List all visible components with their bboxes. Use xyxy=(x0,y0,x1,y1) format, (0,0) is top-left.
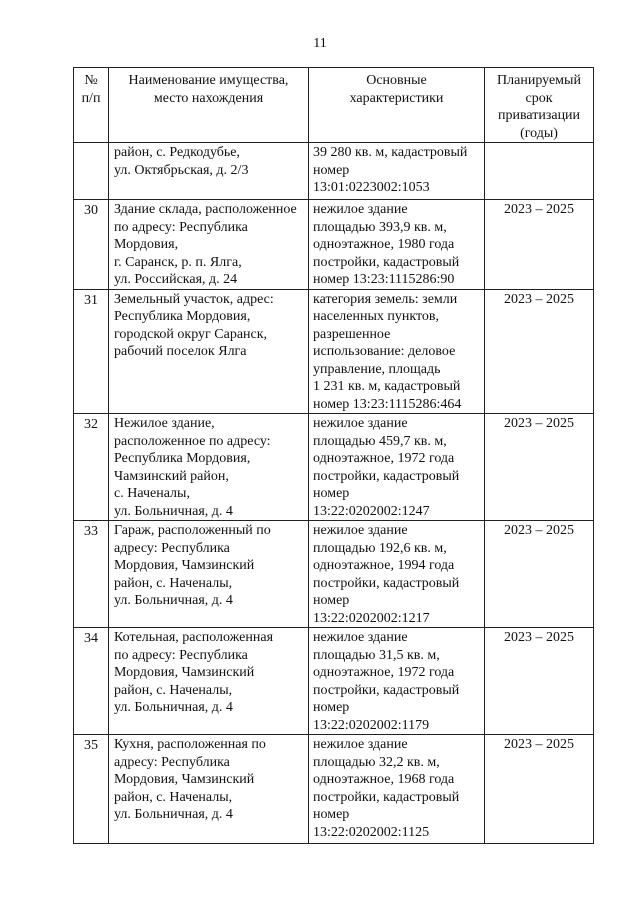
characteristics-cell-line: постройки, кадастровый xyxy=(313,254,460,270)
characteristics-cell-line: разрешенное xyxy=(313,326,391,342)
property-name-cell-line: Земельный участок, адрес: xyxy=(114,291,274,307)
property-name-cell-line: Мордовия, Чамзинский xyxy=(114,558,255,573)
property-name-cell xyxy=(109,628,309,735)
characteristics-cell-line: одноэтажное, 1972 года xyxy=(313,665,455,680)
characteristics-cell xyxy=(309,143,485,200)
property-name-cell xyxy=(109,200,309,290)
characteristics-cell xyxy=(309,200,485,290)
characteristics-cell-line: номер xyxy=(313,162,350,178)
characteristics-cell-line: постройки, кадастровый xyxy=(313,789,460,805)
property-name-cell-line: с. Наченалы, xyxy=(114,486,190,501)
characteristics-cell-line: населенных пунктов, xyxy=(313,309,440,324)
characteristics-cell-line: площадью 393,9 кв. м, xyxy=(313,219,447,235)
characteristics-cell-line: номер xyxy=(313,807,350,822)
table-header-row xyxy=(74,68,594,143)
privatization-term-cell: 2023 – 2025 xyxy=(485,414,594,521)
characteristics-cell-line: нежилое здание xyxy=(313,523,408,538)
property-name-cell xyxy=(109,735,309,844)
table-row xyxy=(74,143,594,200)
property-name-cell-line: адресу: Республика xyxy=(114,540,230,556)
header-characteristics-line: характеристики xyxy=(349,90,444,106)
header-term-line: срок xyxy=(525,90,553,106)
property-name-cell-line: Гараж, расположенный по xyxy=(114,523,271,538)
characteristics-cell-line: нежилое здание xyxy=(313,416,408,431)
property-name-cell-line: расположенное по адресу: xyxy=(114,433,271,449)
property-name-cell-line: Кухня, расположенная по xyxy=(114,737,266,752)
header-term xyxy=(485,68,594,143)
privatization-term-cell: 2023 – 2025 xyxy=(485,735,594,844)
table-row xyxy=(74,521,594,628)
characteristics-cell-line: управление, площадь xyxy=(313,361,441,377)
property-name-cell-line: Здание склада, расположенное xyxy=(114,202,297,217)
characteristics-cell-line: 13:22:0202002:1217 xyxy=(313,610,430,626)
property-name-cell-line: рабочий поселок Ялга xyxy=(114,344,247,359)
property-name-cell-line: по адресу: Республика xyxy=(114,219,248,235)
characteristics-cell-line: номер 13:23:1115286:464 xyxy=(313,396,462,412)
characteristics-cell-line: площадью 459,7 кв. м, xyxy=(313,433,447,449)
characteristics-cell-line: одноэтажное, 1994 года xyxy=(313,558,455,573)
header-term-line: Планируемый xyxy=(497,73,581,88)
header-term-line: приватизации xyxy=(497,108,581,123)
characteristics-cell xyxy=(309,414,485,521)
characteristics-cell-line: площадью 192,6 кв. м, xyxy=(313,540,447,556)
row-number: 35 xyxy=(74,735,109,844)
property-name-cell-line: по адресу: Республика xyxy=(114,647,248,663)
table-body xyxy=(74,143,594,844)
characteristics-cell-line: нежилое здание xyxy=(313,202,408,217)
header-num-line: п/п xyxy=(81,90,101,106)
characteristics-cell-line: постройки, кадастровый xyxy=(313,575,460,591)
property-name-cell-line: ул. Российская, д. 24 xyxy=(114,272,238,287)
row-number xyxy=(74,143,109,200)
privatization-term-cell: 2023 – 2025 xyxy=(485,628,594,735)
header-characteristics xyxy=(309,68,485,143)
header-num xyxy=(74,68,109,143)
row-number: 31 xyxy=(74,289,109,414)
characteristics-cell-line: площадью 31,5 кв. м, xyxy=(313,647,440,663)
page-number: 11 xyxy=(313,36,327,51)
header-term-line: (годы) xyxy=(520,125,558,141)
row-number: 30 xyxy=(74,200,109,290)
property-name-cell-line: ул. Больничная, д. 4 xyxy=(114,807,233,822)
characteristics-cell-line: номер 13:23:1115286:90 xyxy=(313,272,455,287)
property-name-cell-line: адресу: Республика xyxy=(114,754,230,770)
property-name-cell-line: Нежилое здание, xyxy=(114,416,215,431)
property-name-cell-line: Мордовия, Чамзинский xyxy=(114,665,255,680)
characteristics-cell-line: номер xyxy=(313,593,350,608)
characteristics-cell-line: 39 280 кв. м, кадастровый xyxy=(313,145,468,160)
table-row xyxy=(74,289,594,414)
row-number: 32 xyxy=(74,414,109,521)
header-characteristics-line: Основные xyxy=(366,73,427,88)
property-name-cell-line: район, с. Редкодубье, xyxy=(114,145,241,160)
property-name-cell-line: ул. Больничная, д. 4 xyxy=(114,700,233,715)
header-name-line: место нахождения xyxy=(153,90,264,106)
property-name-cell-line: ул. Больничная, д. 4 xyxy=(114,593,233,608)
characteristics-cell-line: нежилое здание xyxy=(313,630,408,645)
characteristics-cell-line: постройки, кадастровый xyxy=(313,682,460,698)
property-name-cell-line: Котельная, расположенная xyxy=(114,630,274,645)
characteristics-cell xyxy=(309,628,485,735)
characteristics-cell xyxy=(309,289,485,414)
property-name-cell xyxy=(109,143,309,200)
property-name-cell-line: район, с. Наченалы, xyxy=(114,789,233,805)
row-number: 34 xyxy=(74,628,109,735)
characteristics-cell-line: использование: деловое xyxy=(313,344,456,359)
characteristics-cell-line: номер xyxy=(313,486,350,501)
header-name xyxy=(109,68,309,143)
characteristics-cell xyxy=(309,521,485,628)
property-name-cell-line: район, с. Наченалы, xyxy=(114,575,233,591)
table-row xyxy=(74,200,594,290)
privatization-term-cell: 2023 – 2025 xyxy=(485,289,594,414)
property-name-cell-line: Республика Мордовия, xyxy=(114,309,251,324)
property-name-cell-line: городской округ Саранск, xyxy=(114,326,268,342)
characteristics-cell xyxy=(309,735,485,844)
property-name-cell-line: г. Саранск, р. п. Ялга, xyxy=(114,254,242,270)
characteristics-cell-line: 13:22:0202002:1179 xyxy=(313,717,430,733)
property-name-cell-line: Мордовия, xyxy=(114,237,179,252)
characteristics-cell-line: 1 231 кв. м, кадастровый xyxy=(313,379,461,394)
property-name-cell-line: ул. Больничная, д. 4 xyxy=(114,503,233,519)
header-name-line: Наименование имущества, xyxy=(128,73,289,88)
row-number: 33 xyxy=(74,521,109,628)
property-name-cell-line: район, с. Наченалы, xyxy=(114,682,233,698)
header-num-line: № xyxy=(84,73,98,88)
characteristics-cell-line: 13:22:0202002:1247 xyxy=(313,503,430,519)
privatization-term-cell xyxy=(485,143,594,200)
table-row xyxy=(74,735,594,844)
property-table xyxy=(73,67,594,844)
privatization-term-cell: 2023 – 2025 xyxy=(485,200,594,290)
characteristics-cell-line: категория земель: земли xyxy=(313,291,458,307)
characteristics-cell-line: 13:01:0223002:1053 xyxy=(313,180,430,195)
characteristics-cell-line: постройки, кадастровый xyxy=(313,468,460,484)
property-name-cell xyxy=(109,521,309,628)
property-name-cell-line: Мордовия, Чамзинский xyxy=(114,772,255,787)
table-row xyxy=(74,628,594,735)
characteristics-cell-line: номер xyxy=(313,700,350,715)
property-name-cell xyxy=(109,289,309,414)
characteristics-cell-line: одноэтажное, 1968 года xyxy=(313,772,455,787)
characteristics-cell-line: площадью 32,2 кв. м, xyxy=(313,754,440,770)
property-name-cell xyxy=(109,414,309,521)
property-name-cell-line: Чамзинский район, xyxy=(114,468,229,484)
characteristics-cell-line: одноэтажное, 1980 года xyxy=(313,237,455,252)
property-name-cell-line: ул. Октябрьская, д. 2/3 xyxy=(114,162,249,178)
characteristics-cell-line: одноэтажное, 1972 года xyxy=(313,451,455,466)
characteristics-cell-line: 13:22:0202002:1125 xyxy=(313,824,430,840)
characteristics-cell-line: нежилое здание xyxy=(313,737,408,752)
property-name-cell-line: Республика Мордовия, xyxy=(114,451,251,466)
table-row xyxy=(74,414,594,521)
privatization-term-cell: 2023 – 2025 xyxy=(485,521,594,628)
